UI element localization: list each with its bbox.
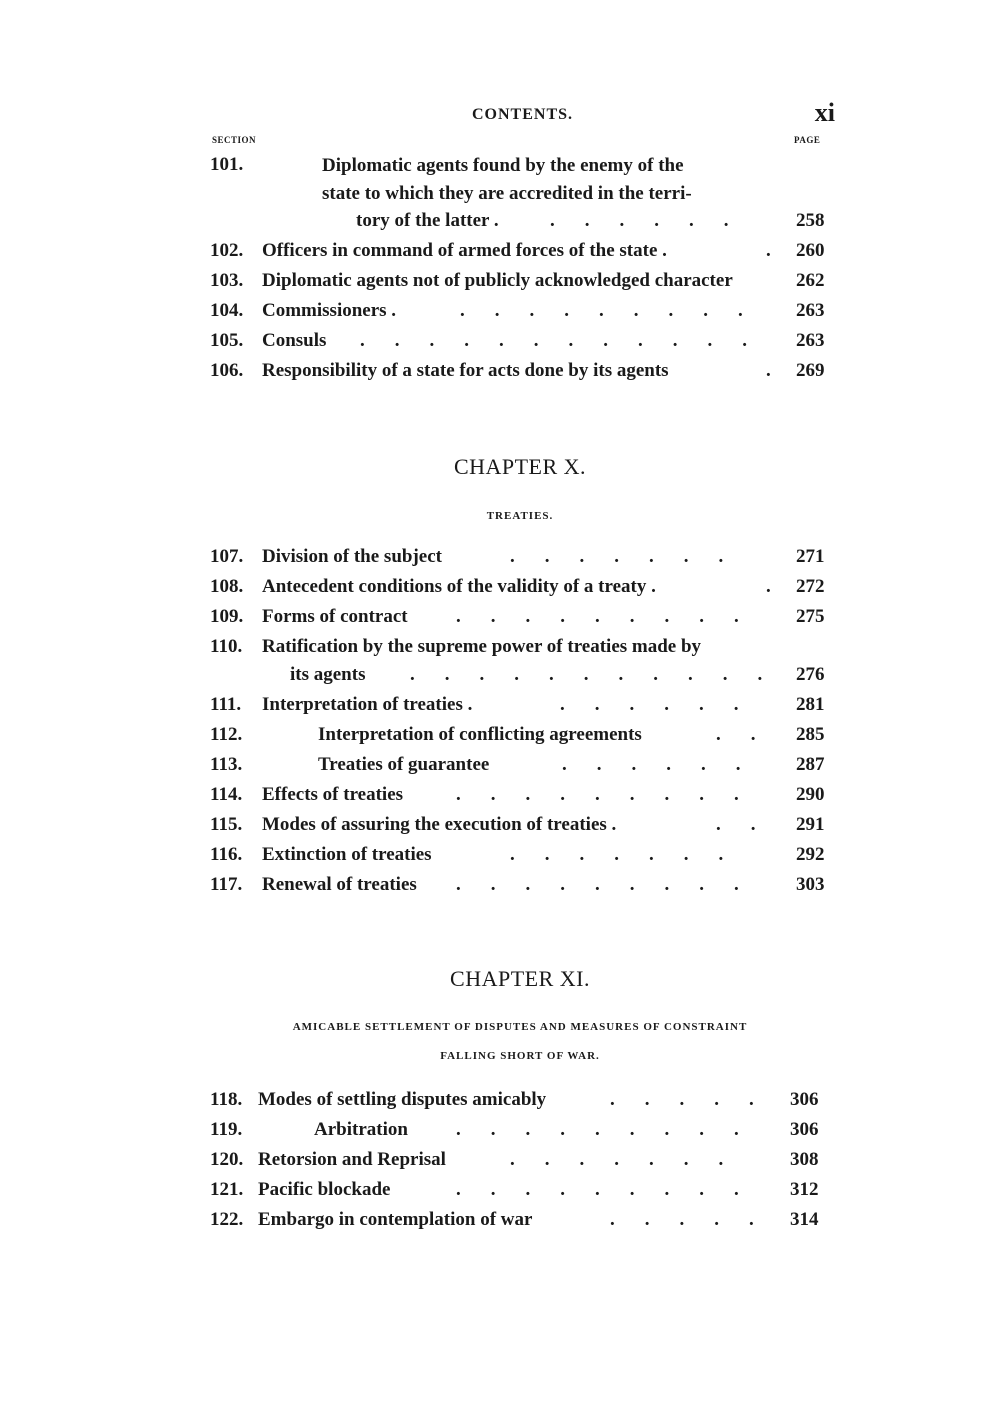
toc-entry-110-cont	[210, 660, 830, 690]
leader-dots: ..	[716, 724, 786, 745]
leader-dots: .........	[456, 1119, 769, 1140]
entry-title: Consuls	[262, 330, 327, 351]
toc-entry-102	[210, 236, 830, 266]
toc-entry-121	[210, 1175, 830, 1205]
chapter-x-subtitle: TREATIES.	[486, 510, 554, 522]
leader-dots: .......	[510, 1149, 754, 1170]
entry-number: 122.	[210, 1209, 244, 1230]
entry-title: Pacific blockade	[258, 1179, 391, 1200]
entry-title: Interpretation of treaties .	[262, 694, 473, 715]
entry-number: 111.	[210, 694, 242, 715]
leader-dots: ......	[560, 694, 769, 715]
entry-number: 112.	[210, 724, 243, 745]
entry-title: Commissioners .	[262, 300, 397, 321]
entry-number: 101.	[210, 154, 244, 175]
entry-title: Embargo in contemplation of war	[258, 1209, 533, 1230]
entry-number: 114.	[210, 784, 243, 805]
entry-page: 303	[796, 874, 825, 895]
leader-dots: .........	[456, 874, 769, 895]
toc-entry-105	[210, 326, 830, 356]
entry-title: Responsibility of a state for acts done by its agents	[262, 360, 669, 381]
leader-dots: .........	[460, 300, 773, 321]
toc-entry-107	[210, 542, 830, 572]
entry-number: 118.	[210, 1089, 243, 1110]
entry-title-continued: its agents	[290, 664, 366, 685]
entry-page: 291	[796, 814, 825, 835]
entry-page: 263	[796, 300, 825, 321]
leader-dots: .....	[610, 1209, 784, 1230]
toc-entry-103	[210, 266, 830, 296]
toc-entry-104	[210, 296, 830, 326]
toc-entry-106	[210, 356, 830, 386]
entry-title: Division of the subject	[262, 546, 442, 567]
leader-dots: ......	[550, 210, 759, 231]
toc-entry-118	[210, 1085, 830, 1115]
leader-dots: ............	[360, 330, 777, 351]
entry-title: Antecedent conditions of the validity of a treaty .	[262, 576, 656, 597]
entry-page: 275	[796, 606, 825, 627]
entry-page: 285	[796, 724, 825, 745]
entry-title: Officers in command of armed forces of the state .	[262, 240, 667, 261]
entry-page: 306	[790, 1119, 819, 1140]
chapter-xi-heading: CHAPTER XI.	[450, 966, 590, 991]
toc-entry-113	[210, 750, 830, 780]
entry-page: 276	[796, 664, 825, 685]
chapter-xi-subtitle-line-1: AMICABLE SETTLEMENT OF DISPUTES AND MEASURES OF CONSTRAINT	[292, 1021, 748, 1033]
entry-101-line-3: tory of the latter .	[356, 210, 499, 231]
leader-dots: .........	[456, 1179, 769, 1200]
entry-number: 104.	[210, 300, 244, 321]
entry-number: 113.	[210, 754, 243, 775]
entry-101-title	[322, 152, 792, 208]
toc-entry-116	[210, 840, 830, 870]
leader-dots: .........	[456, 606, 769, 627]
entry-title: Treaties of guarantee	[318, 754, 490, 775]
entry-title: Interpretation of conflicting agreements	[318, 724, 642, 745]
entry-number: 110.	[210, 636, 243, 657]
entry-page: 258	[796, 210, 825, 231]
leader-dots: .	[766, 240, 801, 261]
toc-entry-117	[210, 870, 830, 900]
page-numeral: xi	[814, 98, 835, 127]
entry-title: Renewal of treaties	[262, 874, 417, 895]
entry-title: Ratification by the supreme power of treaties made by	[262, 636, 702, 657]
entry-number: 116.	[210, 844, 243, 865]
entry-number: 106.	[210, 360, 244, 381]
leader-dots: .....	[610, 1089, 784, 1110]
entry-page: 308	[790, 1149, 819, 1170]
toc-entry-115	[210, 810, 830, 840]
entry-page: 271	[796, 546, 825, 567]
page-column-head: PAGE	[794, 135, 821, 145]
entry-page: 272	[796, 576, 825, 597]
leader-dots: .......	[510, 546, 754, 567]
toc-entry-101-last	[210, 206, 830, 236]
entry-page: 290	[796, 784, 825, 805]
toc-entry-120	[210, 1145, 830, 1175]
entry-101-line-1: Diplomatic agents found by the enemy of the	[322, 155, 684, 176]
toc-entry-110	[210, 632, 830, 662]
entry-title: Arbitration	[314, 1119, 408, 1140]
entry-page: 306	[790, 1089, 819, 1110]
toc-entry-114	[210, 780, 830, 810]
leader-dots: ..	[716, 814, 786, 835]
toc-entry-111	[210, 690, 830, 720]
entry-page: 263	[796, 330, 825, 351]
chapter-xi-subtitle-line-2: FALLING SHORT OF WAR.	[440, 1050, 600, 1062]
toc-entry-112	[210, 720, 830, 750]
chapter-x-heading: CHAPTER X.	[453, 454, 587, 479]
entry-title: Effects of treaties	[262, 784, 404, 805]
entry-title: Extinction of treaties	[262, 844, 432, 865]
entry-101-line-2: state to which they are accredited in the terri-	[322, 183, 692, 204]
entry-page: 314	[790, 1209, 819, 1230]
entry-page: 262	[796, 270, 825, 291]
entry-number: 121.	[210, 1179, 244, 1200]
toc-entry-122	[210, 1205, 830, 1235]
entry-number: 105.	[210, 330, 244, 351]
section-column-head: SECTION	[212, 135, 257, 145]
entry-title: Retorsion and Reprisal	[258, 1149, 446, 1170]
leader-dots: .........	[456, 784, 769, 805]
entry-number: 119.	[210, 1119, 243, 1140]
entry-number: 117.	[210, 874, 243, 895]
running-head-title: CONTENTS.	[471, 106, 574, 123]
entry-page: 287	[796, 754, 825, 775]
leader-dots: ...........	[410, 664, 793, 685]
entry-title: Diplomatic agents not of publicly acknowledged character	[262, 270, 733, 291]
entry-number: 109.	[210, 606, 244, 627]
leader-dots: .......	[510, 844, 754, 865]
entry-page: 260	[796, 240, 825, 261]
entry-page: 281	[796, 694, 825, 715]
entry-number: 115.	[210, 814, 243, 835]
toc-entry-119	[210, 1115, 830, 1145]
entry-title: Modes of assuring the execution of treaties .	[262, 814, 617, 835]
leader-dots: .	[766, 576, 801, 597]
entry-title: Modes of settling disputes amicably	[258, 1089, 547, 1110]
leader-dots: .	[766, 360, 801, 381]
entry-number: 102.	[210, 240, 244, 261]
running-head	[210, 98, 835, 134]
entry-page: 269	[796, 360, 825, 381]
entry-page: 312	[790, 1179, 819, 1200]
toc-entry-108	[210, 572, 830, 602]
toc-entry-109	[210, 602, 830, 632]
entry-number: 107.	[210, 546, 244, 567]
entry-page: 292	[796, 844, 825, 865]
entry-number: 103.	[210, 270, 244, 291]
leader-dots: ......	[562, 754, 771, 775]
entry-number: 120.	[210, 1149, 244, 1170]
entry-number: 108.	[210, 576, 244, 597]
entry-title: Forms of contract	[262, 606, 408, 627]
